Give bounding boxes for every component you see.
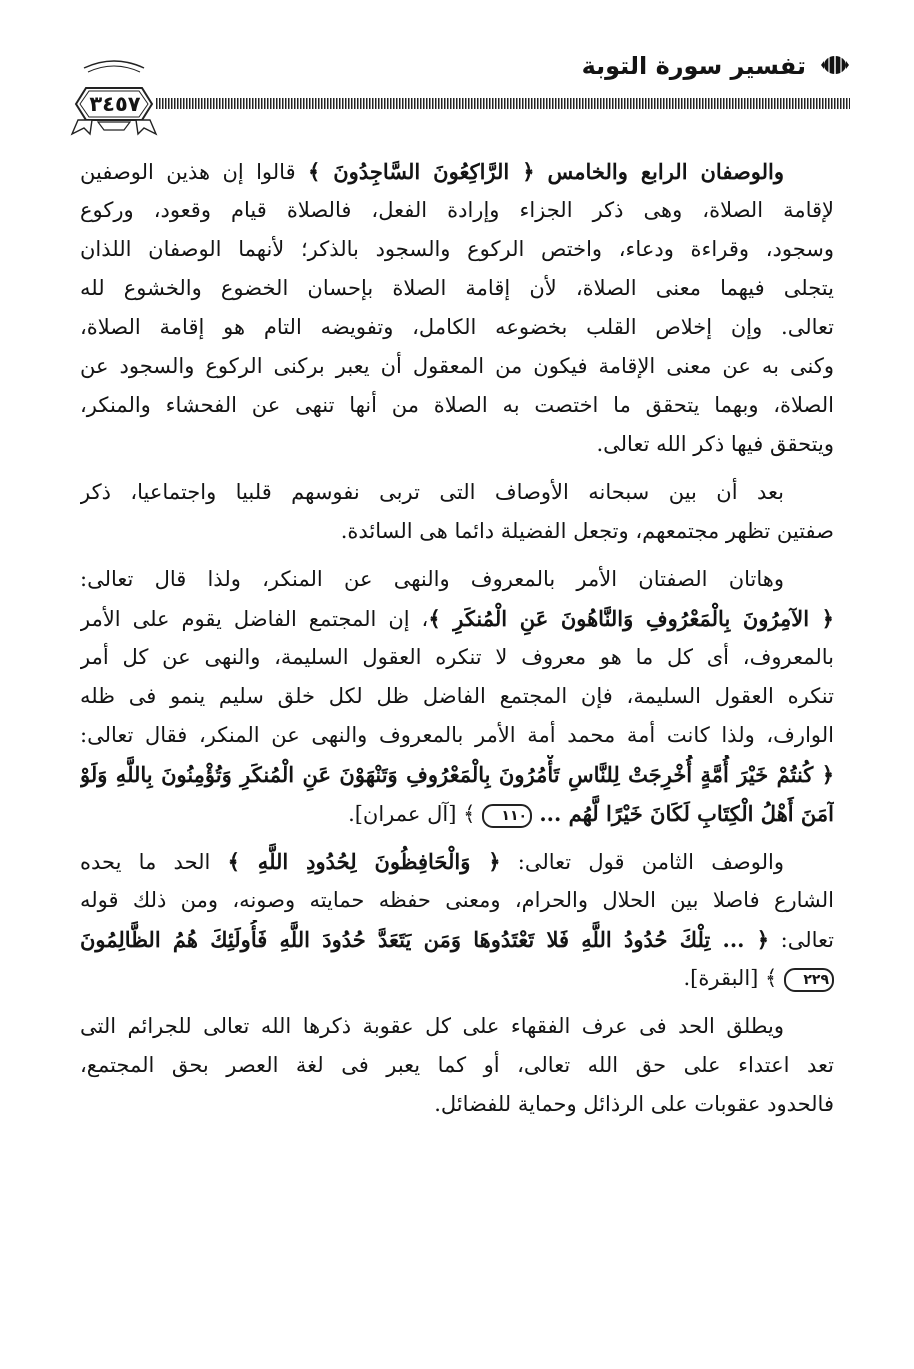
running-title: تفسير سورة التوبة (581, 52, 806, 80)
paragraph (80, 473, 834, 551)
text-line (80, 881, 834, 920)
text-segment: تعد اعتداء على حق الله تعالى، أو كما يعبر فى لغة العصر بحق المجتمع، (80, 1053, 834, 1077)
text-line (80, 755, 834, 794)
text-line (80, 191, 834, 230)
text-segment: وهاتان الصفتان الأمر بالمعروف والنهى عن المنكر، ولذا قال تعالى: (80, 567, 784, 591)
quran-quote: ﴿ الآمِرُونَ بِالْمَعْرُوفِ وَالنَّاهُونَ عَنِ الْمُنكَرِ ﴾ (428, 606, 834, 631)
text-segment: فالحدود عقوبات على الرذائل وحماية للفضائل. (434, 1092, 834, 1116)
text-segment: تعالى: (769, 928, 834, 952)
text-segment: ، إن المجتمع الفاضل يقوم على الأمر (80, 607, 429, 631)
ayah-number-mark: ٢٢٩ (784, 968, 834, 992)
text-segment: قالوا إن هذين الوصفين (80, 160, 308, 184)
quran-quote: ﴿ كُنتُمْ خَيْرَ أُمَّةٍ أُخْرِجَتْ لِلنَّاسِ تَأْمُرُونَ بِالْمَعْرُوفِ وَتَنْهَوْنَ عَنِ الْمُنكَرِ وَتُؤْمِنُونَ بِاللَّهِ وَلَوْ (80, 762, 834, 787)
text-line (80, 959, 834, 998)
text-segment: تعالى. وإن إخلاص القلب بخضوعه الكامل، وتفويضه التام هو إقامة الصلاة، (80, 315, 834, 339)
quran-quote: ﴿ ... تِلْكَ حُدُودُ اللَّهِ فَلا تَعْتَدُوهَا وَمَن يَتَعَدَّ حُدُودَ اللَّهِ فَأُولَئِكَ هُمُ الظَّالِمُونَ (80, 927, 770, 952)
text-line (80, 230, 834, 269)
text-segment: بالمعروف، أى كل ما هو معروف لا تنكره العقول السليمة، والنهى عن كل أمر (80, 645, 834, 669)
text-line (80, 473, 834, 512)
text-line (80, 269, 834, 308)
paragraph (80, 560, 834, 833)
quran-quote: والوصفان الرابع والخامس (534, 159, 785, 184)
text-line (80, 1007, 834, 1046)
paragraph (80, 152, 834, 464)
text-segment: يتجلى فيهما معنى الصلاة، لأن إقامة الصلاة بإحسان الخضوع والخشوع لله (80, 276, 834, 300)
text-line (80, 1046, 834, 1085)
text-segment: الحد ما يحده (80, 850, 228, 874)
paragraph (80, 842, 834, 998)
text-line (80, 560, 834, 599)
text-segment: لإقامة الصلاة، وهى ذكر الجزاء وإرادة الفعل، فالصلاة قيام وقعود، وركوع (80, 198, 834, 222)
text-segment: صفتين تظهر مجتمعهم، وتجعل الفضيلة دائما هى السائدة. (340, 519, 834, 543)
paragraph (80, 1007, 834, 1124)
quran-quote: ﴿ وَالْحَافِظُونَ لِحُدُودِ اللَّهِ ﴾ (227, 849, 501, 874)
text-line (80, 425, 834, 464)
text-segment: الصلاة، وبهما يتحقق ما اختصت به الصلاة من أنها تنهى عن الفحشاء والمنكر، (80, 393, 834, 417)
text-segment: ﴾ [آل عمران]. (348, 802, 483, 826)
text-line (80, 599, 834, 638)
page-number-badge (70, 60, 158, 136)
text-line (80, 308, 834, 347)
text-line (80, 842, 834, 881)
quran-quote: ﴿ الرَّاكِعُونَ السَّاجِدُونَ ﴾ (307, 159, 535, 184)
text-line (80, 677, 834, 716)
text-segment: وسجود، وقراءة ودعاء، واختص الركوع والسجود بالذكر؛ لأنهما الوصفان اللذان (80, 237, 834, 261)
text-segment: تنكره العقول السليمة، فإن المجتمع الفاضل ظل لكل خلق سليم ينمو فى ظله (80, 684, 834, 708)
text-segment: الشارع فاصلا بين الحلال والحرام، ومعنى حفظه حمايته وصونه، ومن ذلك قوله (80, 888, 834, 912)
text-line (80, 1085, 834, 1124)
text-segment: ويتحقق فيها ذكر الله تعالى. (596, 432, 834, 456)
page-header (70, 44, 850, 139)
text-line (80, 638, 834, 677)
text-line (80, 347, 834, 386)
text-segment: الوارف، ولذا كانت أمة محمد أمة الأمر بالمعروف والنهى عن المنكر، فقال تعالى: (80, 723, 834, 747)
text-line (80, 386, 834, 425)
text-segment: والوصف الثامن قول تعالى: (500, 850, 784, 874)
text-line (80, 794, 834, 833)
text-line (80, 920, 834, 959)
text-segment: ﴾ [البقرة]. (683, 966, 784, 990)
ornament-icon (820, 54, 850, 76)
text-segment: وكنى به عن معنى الإقامة فيكون من المعقول أن يعبر بركنى الركوع والسجود عن (80, 354, 834, 378)
text-segment: بعد أن بين سبحانه الأوصاف التى تربى نفوسهم قلبيا واجتماعيا، ذكر (80, 480, 784, 504)
ayah-number-mark: ١١٠ (482, 804, 532, 828)
header-rule (156, 98, 850, 109)
text-segment: ويطلق الحد فى عرف الفقهاء على كل عقوبة ذكرها الله تعالى للجرائم التى (80, 1014, 784, 1038)
text-line (80, 512, 834, 551)
quran-quote: آمَنَ أَهْلُ الْكِتَابِ لَكَانَ خَيْرًا لَّهُم ... (532, 801, 834, 826)
text-line (80, 716, 834, 755)
body-text (80, 152, 834, 1133)
page-number: ٣٤٥٧ (89, 92, 141, 116)
text-line (80, 152, 834, 191)
